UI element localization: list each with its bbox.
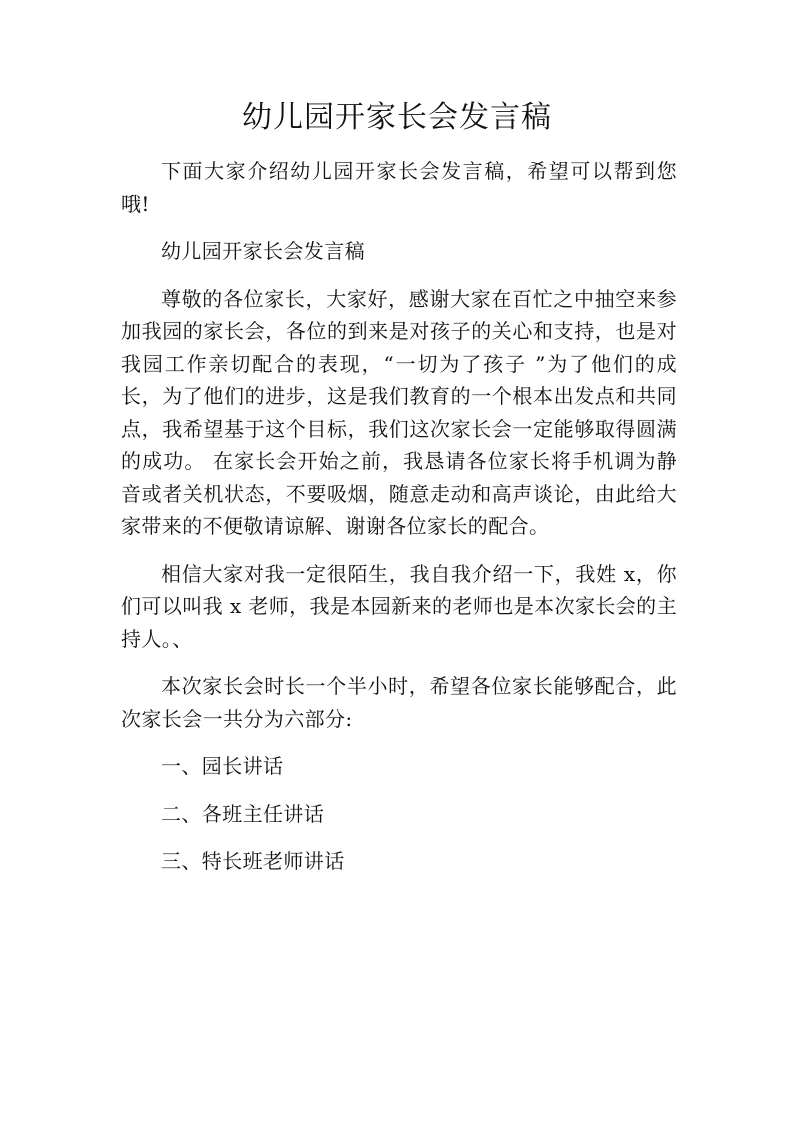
agenda-intro-paragraph: 本次家长会时长一个半小时，希望各位家长能够配合，此次家长会一共分为六部分: bbox=[121, 674, 677, 731]
self-introduction-paragraph: 相信大家对我一定很陌生，我自我介绍一下，我姓 x，你们可以叫我 x 老师，我是本园新来的老师也是本次家长会的主持人。、 bbox=[121, 561, 677, 651]
agenda-item-2: 二、各班主任讲话 bbox=[161, 801, 325, 826]
intro-paragraph: 下面大家介绍幼儿园开家长会发言稿，希望可以帮到您哦! bbox=[121, 159, 677, 216]
document-body bbox=[121, 155, 677, 878]
agenda-item-3: 三、特长班老师讲话 bbox=[161, 849, 345, 873]
agenda-item-1: 一、园长讲话 bbox=[161, 754, 284, 778]
greeting-paragraph: 尊敬的各位家长，大家好，感谢大家在百忙之中抽空来参加我园的家长会，各位的到来是对孩子的关心和支持，也是对我园工作亲切配合的表现，“一切为了孩子 ”为了他们的成长，为了他们的进步，这是我们教育的一个根本出发点和共同点，我希望基于这个目标，我们这次家长会一定能够取得圆满的成功。 在家长会开始之前，我恳请各位家长将手机调为静音或者关机状态，不要吸烟，随意走动和高声谈论，由此给大家带来的不便敬请谅解、谢谢各位家长的配合。 bbox=[121, 286, 677, 538]
subtitle-paragraph: 幼儿园开家长会发言稿 bbox=[161, 239, 365, 263]
document-title: 幼儿园开家长会发言稿 bbox=[242, 100, 552, 135]
